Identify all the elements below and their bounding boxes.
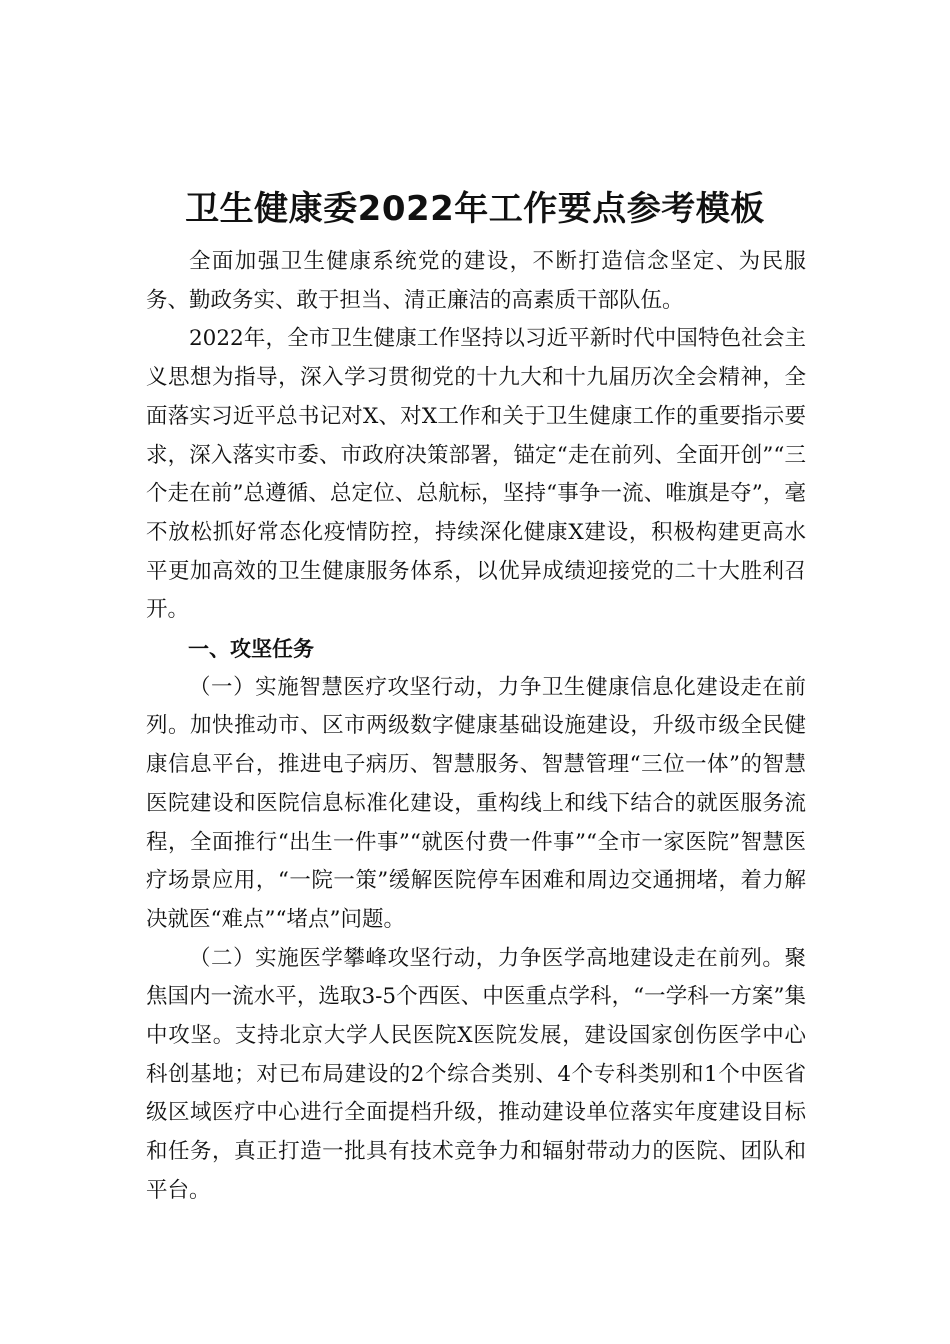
document-title: 卫生健康委2022年工作要点参考模板 [185, 189, 765, 229]
overview-paragraph: 2022年，全市卫生健康工作坚持以习近平新时代中国特色社会主义思想为指导，深入学习贯彻党的十九大和十九届历次全会精神，全面落实习近平总书记对X、对X工作和关于卫生健康工作的重要指示要求，深入落实市委、市政府决策部署，锚定“走在前列、全面开创”“三个走在前”总遵循、总定位、总航标，坚持“事争一流、唯旗是夺”，毫不放松抓好常态化疫情防控，持续深化健康X建设，积极构建更高水平更加高效的卫生健康服务体系，以优异成绩迎接党的二十大胜利召开。 [146, 326, 806, 623]
section-heading: 一、攻坚任务 [188, 637, 314, 662]
task-paragraph-2: （二）实施医学攀峰攻坚行动，力争医学高地建设走在前列。聚焦国内一流水平，选取3-5个西医、中医重点学科，“一学科一方案”集中攻坚。支持北京大学人民医院X医院发展，建设国家创伤医学中心科创基地；对已布局建设的2个综合类别、4个专科类别和1个中医省级区域医疗中心进行全面提档升级，推动建设单位落实年度建设目标和任务，真正打造一批具有技术竞争力和辐射带动力的医院、团队和平台。 [146, 945, 806, 1203]
document-body [146, 243, 806, 1211]
task-paragraph-1: （一）实施智慧医疗攻坚行动，力争卫生健康信息化建设走在前列。加快推动市、区市两级数字健康基础设施建设，升级市级全民健康信息平台，推进电子病历、智慧服务、智慧管理“三位一体”的智慧医院建设和医院信息标准化建设，重构线上和线下结合的就医服务流程，全面推行“出生一件事”“就医付费一件事”“全市一家医院”智慧医疗场景应用，“一院一策”缓解医院停车困难和周边交通拥堵，着力解决就医“难点”“堵点”问题。 [146, 674, 806, 932]
intro-paragraph: 全面加强卫生健康系统党的建设，不断打造信念坚定、为民服务、勤政务实、敢于担当、清正廉洁的高素质干部队伍。 [146, 249, 806, 313]
